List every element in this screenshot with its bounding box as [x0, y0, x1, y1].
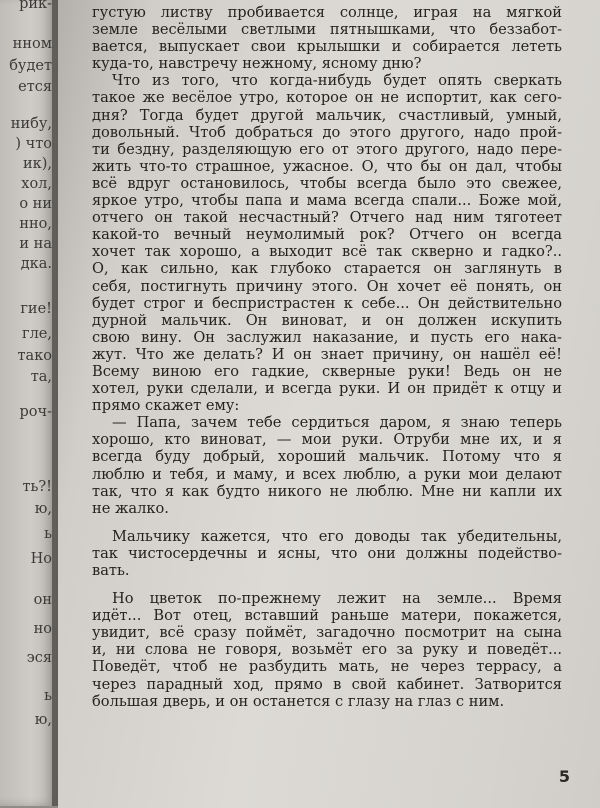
facing-page-fragment: нном [12, 36, 52, 52]
text-line: так чистосердечны и ясны, что они должны подейство- [92, 544, 562, 562]
facing-page-fragment: ется [18, 79, 52, 95]
text-line: хочет так хорошо, а выходит всё так скверно и гадко?.. [92, 243, 562, 261]
facing-page-fragment: эся [26, 650, 52, 666]
facing-page-fragment: гие! [20, 301, 52, 317]
text-line: куда-то, навстречу нежному, ясному дню? [92, 55, 422, 73]
facing-page-fragment: о ни [19, 196, 52, 212]
facing-page-fragment: будет [9, 58, 52, 74]
facing-page-fragment: рик- [19, 0, 52, 12]
facing-page-fragment: тако [17, 348, 52, 364]
text-line: отчего он такой несчастный? Отчего над ним тяготеет [92, 209, 562, 227]
text-line: ти бездну, разделяющую его от этого другого, надо пере- [92, 140, 562, 158]
text-line: вается, выпускает свои крылышки и собирается лететь [92, 38, 562, 56]
text-line: довольный. Чтоб добраться до этого другого, надо прой- [92, 123, 562, 141]
book-page [58, 0, 600, 808]
text-line: большая дверь, и он останется с глазу на глаз с ним. [92, 692, 505, 710]
facing-page-fragment: нибу, [10, 116, 52, 132]
text-line: Но цветок по-прежнему лежит на земле... Время [112, 590, 562, 608]
text-line: дня? Тогда будет другой мальчик, счастливый, умный, [92, 106, 562, 124]
page-number: 5 [558, 767, 570, 786]
text-line: будет строг и беспристрастен к себе... Он действительно [92, 294, 562, 312]
text-line: — Папа, зачем тебе сердиться даром, я знаю теперь [112, 414, 562, 432]
text-line: всё вдруг остановилось, чтобы всегда было это свежее, [92, 174, 562, 192]
facing-page-fragment: хол, [21, 176, 52, 192]
facing-page-edge [0, 0, 56, 806]
facing-page-fragment: он [33, 592, 52, 608]
facing-page-fragment: роч- [19, 404, 52, 420]
facing-page-fragment: ик), [23, 156, 52, 172]
text-line: свою вину. Он заслужил наказание, и пусть его нака- [92, 328, 562, 346]
text-line: всегда буду добрый, хороший мальчик. Потому что я [92, 448, 562, 466]
facing-page-fragment: ю, [34, 712, 52, 728]
text-line: хотел, руки сделали, и всегда руки. И он придёт к отцу и [92, 380, 562, 398]
facing-page-fragment: дка. [20, 256, 52, 272]
text-line: не жалко. [92, 499, 169, 517]
text-line: Что из того, что когда-нибудь будет опять сверкать [112, 72, 562, 90]
text-line: дурной мальчик. Он виноват, и он должен искупить [92, 311, 562, 329]
text-line: и, ни слова не говоря, возьмёт его за руку и поведёт... [92, 641, 562, 659]
facing-page-fragment: ть?! [22, 479, 52, 495]
text-line: увидит, всё сразу поймёт, загадочно посмотрит на сына [92, 624, 562, 642]
text-line: через парадный ход, прямо в свой кабинет. Затворится [92, 675, 562, 693]
text-line: Поведёт, чтоб не разбудить мать, не через террасу, а [92, 658, 562, 676]
facing-page-fragment: нно, [19, 216, 52, 232]
text-line: вать. [92, 562, 130, 579]
text-line: идёт... Вот отец, вставший раньше матери, покажется, [92, 607, 562, 625]
text-line: жить что-то страшное, ужасное. О, что бы он дал, чтобы [92, 157, 562, 175]
text-line: Всему виною его гадкие, скверные руки! Ведь он не [92, 362, 562, 380]
text-line: какой-то вечный неумолимый рок? Отчего он всегда [92, 226, 562, 244]
text-line: О, как сильно, как глубоко старается он заглянуть в [92, 260, 562, 278]
text-line: густую листву пробивается солнце, играя на мягкой [92, 4, 562, 21]
facing-page-fragment: ю, [34, 501, 52, 517]
facing-page-fragment: Но [30, 551, 52, 567]
text-line: прямо скажет ему: [92, 397, 240, 415]
facing-page-fragment: ) что [15, 136, 52, 152]
text-line: люблю и тебя, и маму, и всех люблю, а руки мои делают [92, 465, 562, 483]
text-line: себя, постигнуть причину этого. Он хочет её понять, он [92, 277, 562, 295]
facing-page-fragment: та, [30, 369, 52, 385]
text-line: так, что я как будто никого не люблю. Мне ни капли их [92, 482, 562, 500]
text-line: Мальчику кажется, что его доводы так убедительны, [112, 527, 562, 545]
text-line: хорошо, кто виноват, — мои руки. Отруби мне их, и я [92, 431, 562, 449]
text-line: жут. Что же делать? И он знает причину, он нашёл её! [92, 345, 562, 363]
text-line: такое же весёлое утро, которое он не испортит, как сего- [92, 89, 562, 107]
text-line: яркое утро, чтобы папа и мама всегда спали... Боже мой, [92, 192, 562, 210]
facing-page-fragment: ь [44, 526, 52, 542]
facing-page-fragment: ь [44, 688, 52, 704]
text-line: земле весёлыми светлыми пятнышками, что беззабот- [92, 21, 562, 39]
facing-page-fragment: и на [19, 236, 52, 252]
page-text [92, 4, 562, 710]
facing-page-fragment: но [33, 621, 52, 637]
facing-page-fragment: гле, [22, 326, 52, 342]
